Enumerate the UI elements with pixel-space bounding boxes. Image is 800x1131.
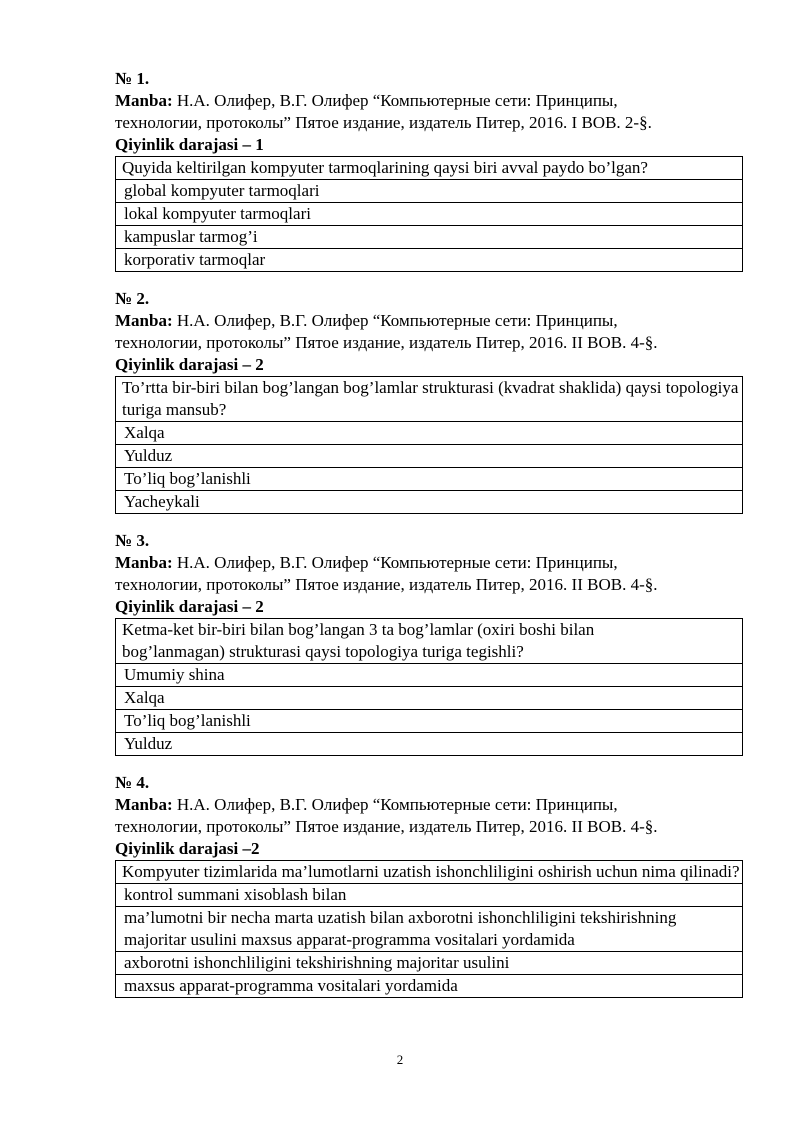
question-block-3 bbox=[115, 530, 743, 756]
source-text: Н.А. Олифер, В.Г. Олифер “Компьютерные сети: Принципы, bbox=[172, 91, 618, 110]
difficulty-level: Qiyinlik darajasi – 1 bbox=[115, 135, 264, 154]
source-line bbox=[115, 310, 743, 332]
question-number: № 1. bbox=[115, 69, 150, 88]
question-text: Quyida keltirilgan kompyuter tarmoqlarining qaysi biri avval paydo bo’lgan? bbox=[122, 158, 648, 177]
source-line bbox=[115, 552, 743, 574]
question-number: № 4. bbox=[115, 773, 150, 792]
answer-option: To’liq bog’lanishli bbox=[116, 467, 742, 490]
question-block-2 bbox=[115, 288, 743, 514]
question-text: Ketma-ket bir-biri bilan bog’langan 3 ta bog’lamlar (oxiri boshi bilan bog’lanmagan) strukturasi qaysi topologiya turiga tegishli? bbox=[122, 620, 595, 661]
answer-option: Xalqa bbox=[116, 686, 742, 709]
source-line bbox=[115, 794, 743, 816]
answer-option: maxsus apparat-programma vositalari yordamida bbox=[116, 974, 742, 997]
question-block-4 bbox=[115, 772, 743, 998]
question-number: № 2. bbox=[115, 289, 150, 308]
question-text: Kompyuter tizimlarida ma’lumotlarni uzatish ishonchliligini oshirish uchun nima qilinadi? bbox=[122, 862, 740, 881]
answer-option: Yacheykali bbox=[116, 490, 742, 513]
source-text-continued: технологии, протоколы” Пятое издание, издатель Питер, 2016. II BOB. 4-§. bbox=[115, 575, 658, 594]
source-text-continued: технологии, протоколы” Пятое издание, издатель Питер, 2016. II BOB. 4-§. bbox=[115, 817, 658, 836]
answer-option: Umumiy shina bbox=[116, 663, 742, 686]
question-table bbox=[115, 376, 743, 514]
answer-option: Xalqa bbox=[116, 421, 742, 444]
answer-option: kampuslar tarmog’i bbox=[116, 225, 742, 248]
source-text: Н.А. Олифер, В.Г. Олифер “Компьютерные сети: Принципы, bbox=[172, 795, 618, 814]
question-table bbox=[115, 860, 743, 998]
answer-option: axborotni ishonchliligini tekshirishning majoritar usulini bbox=[116, 951, 742, 974]
question-text: To’rtta bir-biri bilan bog’langan bog’lamlar strukturasi (kvadrat shaklida) qaysi topologiya turiga mansub? bbox=[122, 378, 739, 419]
source-label: Manba: bbox=[115, 795, 173, 814]
difficulty-level: Qiyinlik darajasi – 2 bbox=[115, 355, 264, 374]
source-line bbox=[115, 90, 743, 112]
source-text-continued: технологии, протоколы” Пятое издание, издатель Питер, 2016. I BOB. 2-§. bbox=[115, 113, 652, 132]
question-table bbox=[115, 618, 743, 756]
page-number: 2 bbox=[396, 1052, 404, 1067]
answer-option: global kompyuter tarmoqlari bbox=[116, 179, 742, 202]
difficulty-level: Qiyinlik darajasi –2 bbox=[115, 839, 260, 858]
question-block-1 bbox=[115, 68, 743, 272]
answer-option: korporativ tarmoqlar bbox=[116, 248, 742, 271]
difficulty-level: Qiyinlik darajasi – 2 bbox=[115, 597, 264, 616]
answer-option: Yulduz bbox=[116, 444, 742, 467]
source-label: Manba: bbox=[115, 553, 173, 572]
answer-option: kontrol summani xisoblash bilan bbox=[116, 883, 742, 906]
source-text-continued: технологии, протоколы” Пятое издание, издатель Питер, 2016. II BOB. 4-§. bbox=[115, 333, 658, 352]
source-label: Manba: bbox=[115, 91, 173, 110]
question-table bbox=[115, 156, 743, 272]
answer-option: ma’lumotni bir necha marta uzatish bilan axborotni ishonchliligini tekshirishning majoritar usulini maxsus apparat-programma vositalari yordamida bbox=[116, 906, 742, 951]
source-text: Н.А. Олифер, В.Г. Олифер “Компьютерные сети: Принципы, bbox=[172, 553, 618, 572]
source-text: Н.А. Олифер, В.Г. Олифер “Компьютерные сети: Принципы, bbox=[172, 311, 618, 330]
answer-option: Yulduz bbox=[116, 732, 742, 755]
question-number: № 3. bbox=[115, 531, 150, 550]
answer-option: To’liq bog’lanishli bbox=[116, 709, 742, 732]
answer-option: lokal kompyuter tarmoqlari bbox=[116, 202, 742, 225]
source-label: Manba: bbox=[115, 311, 173, 330]
